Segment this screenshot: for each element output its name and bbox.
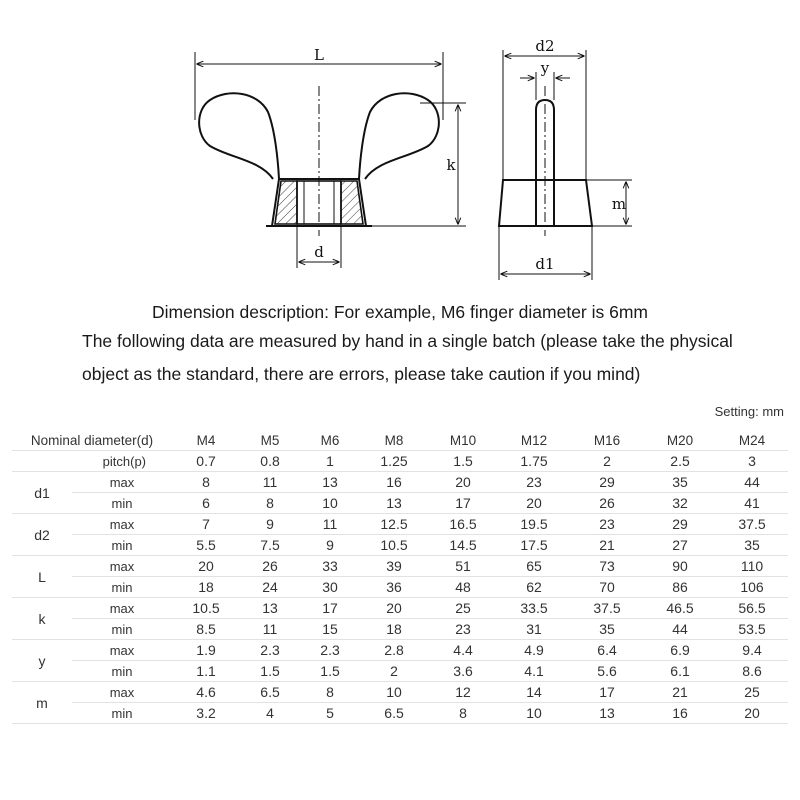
group-label-k: k: [12, 598, 72, 640]
value-cell: 11: [240, 619, 300, 640]
label-d1: d1: [535, 255, 555, 273]
value-cell: 20: [716, 703, 788, 724]
value-cell: 26: [240, 556, 300, 577]
right-wing: [359, 93, 439, 179]
table-row: [12, 661, 788, 682]
label-d: d: [314, 243, 324, 261]
size-cell: M10: [428, 430, 498, 451]
value-cell: 16.5: [428, 514, 498, 535]
value-cell: 25: [428, 598, 498, 619]
table-row: [12, 640, 788, 661]
description-line-1: Dimension description: For example, M6 finger diameter is 6mm: [151, 302, 648, 322]
value-cell: 18: [360, 619, 428, 640]
value-cell: 44: [716, 472, 788, 493]
value-cell: 20: [498, 493, 570, 514]
value-cell: 21: [644, 682, 716, 703]
value-cell: 6.5: [360, 703, 428, 724]
value-cell: 4.4: [428, 640, 498, 661]
value-cell: 39: [360, 556, 428, 577]
value-cell: 2.8: [360, 640, 428, 661]
value-cell: 12.5: [360, 514, 428, 535]
value-cell: 35: [644, 472, 716, 493]
size-cell: M6: [300, 430, 360, 451]
value-cell: 12: [428, 682, 498, 703]
value-cell: 11: [240, 472, 300, 493]
table-row: [12, 619, 788, 640]
value-cell: 4.9: [498, 640, 570, 661]
value-cell: 14.5: [428, 535, 498, 556]
size-cell: M12: [498, 430, 570, 451]
description-line-2: The following data are measured by hand in a single batch (please take the physical: [82, 331, 733, 351]
value-cell: 13: [360, 493, 428, 514]
value-cell: 5.5: [172, 535, 240, 556]
value-cell: 8: [428, 703, 498, 724]
min-label: min: [72, 619, 172, 640]
value-cell: 23: [428, 619, 498, 640]
value-cell: 17: [428, 493, 498, 514]
value-cell: 56.5: [716, 598, 788, 619]
value-cell: 13: [570, 703, 644, 724]
value-cell: 5: [300, 703, 360, 724]
value-cell: 10: [300, 493, 360, 514]
value-cell: 20: [360, 598, 428, 619]
table-row: [12, 514, 788, 535]
value-cell: 14: [498, 682, 570, 703]
value-cell: 4: [240, 703, 300, 724]
label-y: y: [540, 59, 550, 77]
value-cell: 9: [300, 535, 360, 556]
value-cell: 9.4: [716, 640, 788, 661]
value-cell: 70: [570, 577, 644, 598]
value-cell: 90: [644, 556, 716, 577]
value-cell: 6: [172, 493, 240, 514]
value-cell: 29: [570, 472, 644, 493]
size-cell: M20: [644, 430, 716, 451]
description-line-3: object as the standard, there are errors, please take caution if you mind): [82, 364, 641, 384]
value-cell: 32: [644, 493, 716, 514]
table-header-row: [12, 430, 788, 451]
label-m: m: [611, 195, 627, 213]
value-cell: 29: [644, 514, 716, 535]
value-cell: 37.5: [570, 598, 644, 619]
value-cell: 13: [300, 472, 360, 493]
value-cell: 7: [172, 514, 240, 535]
pitch-row: [12, 451, 788, 472]
max-label: max: [72, 472, 172, 493]
pitch-cell: 2.5: [644, 451, 716, 472]
value-cell: 36: [360, 577, 428, 598]
value-cell: 106: [716, 577, 788, 598]
value-cell: 44: [644, 619, 716, 640]
pitch-cell: 1: [300, 451, 360, 472]
value-cell: 10: [360, 682, 428, 703]
value-cell: 51: [428, 556, 498, 577]
value-cell: 62: [498, 577, 570, 598]
value-cell: 46.5: [644, 598, 716, 619]
max-label: max: [72, 682, 172, 703]
min-label: min: [72, 577, 172, 598]
value-cell: 16: [644, 703, 716, 724]
value-cell: 65: [498, 556, 570, 577]
value-cell: 17: [300, 598, 360, 619]
value-cell: 1.9: [172, 640, 240, 661]
value-cell: 33: [300, 556, 360, 577]
min-label: min: [72, 535, 172, 556]
value-cell: 17: [570, 682, 644, 703]
value-cell: 11: [300, 514, 360, 535]
value-cell: 17.5: [498, 535, 570, 556]
value-cell: 23: [498, 472, 570, 493]
value-cell: 16: [360, 472, 428, 493]
label-L: L: [314, 46, 324, 64]
max-label: max: [72, 598, 172, 619]
value-cell: 1.5: [240, 661, 300, 682]
value-cell: 23: [570, 514, 644, 535]
table-row: [12, 472, 788, 493]
value-cell: 6.1: [644, 661, 716, 682]
value-cell: 21: [570, 535, 644, 556]
value-cell: 6.9: [644, 640, 716, 661]
value-cell: 4.6: [172, 682, 240, 703]
value-cell: 18: [172, 577, 240, 598]
max-label: max: [72, 514, 172, 535]
dimension-table: [12, 430, 788, 724]
table-row: [12, 682, 788, 703]
size-cell: M8: [360, 430, 428, 451]
min-label: min: [72, 661, 172, 682]
table-row: [12, 598, 788, 619]
value-cell: 7.5: [240, 535, 300, 556]
max-label: max: [72, 556, 172, 577]
pitch-cell: 1.5: [428, 451, 498, 472]
value-cell: 27: [644, 535, 716, 556]
pitch-label: pitch(p): [12, 451, 172, 472]
value-cell: 31: [498, 619, 570, 640]
value-cell: 35: [570, 619, 644, 640]
group-label-d1: d1: [12, 472, 72, 514]
value-cell: 2: [360, 661, 428, 682]
pitch-cell: 0.7: [172, 451, 240, 472]
value-cell: 20: [172, 556, 240, 577]
pitch-cell: 1.75: [498, 451, 570, 472]
size-cell: M24: [716, 430, 788, 451]
size-cell: M16: [570, 430, 644, 451]
value-cell: 35: [716, 535, 788, 556]
value-cell: 2.3: [240, 640, 300, 661]
min-label: min: [72, 493, 172, 514]
value-cell: 10.5: [360, 535, 428, 556]
table-row: [12, 556, 788, 577]
value-cell: 8.5: [172, 619, 240, 640]
label-k: k: [446, 156, 456, 174]
value-cell: 26: [570, 493, 644, 514]
value-cell: 1.1: [172, 661, 240, 682]
value-cell: 4.1: [498, 661, 570, 682]
value-cell: 1.5: [300, 661, 360, 682]
value-cell: 10.5: [172, 598, 240, 619]
value-cell: 10: [498, 703, 570, 724]
value-cell: 2.3: [300, 640, 360, 661]
value-cell: 6.4: [570, 640, 644, 661]
table-row: [12, 493, 788, 514]
value-cell: 110: [716, 556, 788, 577]
value-cell: 33.5: [498, 598, 570, 619]
table-row: [12, 703, 788, 724]
wing-nut-drawing: [0, 0, 800, 290]
group-label-d2: d2: [12, 514, 72, 556]
pitch-cell: 2: [570, 451, 644, 472]
value-cell: 37.5: [716, 514, 788, 535]
nominal-diameter-label: Nominal diameter(d): [12, 430, 172, 451]
max-label: max: [72, 640, 172, 661]
value-cell: 24: [240, 577, 300, 598]
value-cell: 8.6: [716, 661, 788, 682]
size-cell: M4: [172, 430, 240, 451]
value-cell: 8: [240, 493, 300, 514]
group-label-y: y: [12, 640, 72, 682]
value-cell: 30: [300, 577, 360, 598]
value-cell: 73: [570, 556, 644, 577]
value-cell: 3.2: [172, 703, 240, 724]
value-cell: 19.5: [498, 514, 570, 535]
value-cell: 25: [716, 682, 788, 703]
table-row: [12, 535, 788, 556]
min-label: min: [72, 703, 172, 724]
size-cell: M5: [240, 430, 300, 451]
value-cell: 6.5: [240, 682, 300, 703]
value-cell: 86: [644, 577, 716, 598]
value-cell: 3.6: [428, 661, 498, 682]
pitch-cell: 3: [716, 451, 788, 472]
value-cell: 15: [300, 619, 360, 640]
group-label-m: m: [12, 682, 72, 724]
label-d2: d2: [535, 37, 555, 55]
table-row: [12, 577, 788, 598]
group-label-l: L: [12, 556, 72, 598]
value-cell: 13: [240, 598, 300, 619]
value-cell: 41: [716, 493, 788, 514]
pitch-cell: 0.8: [240, 451, 300, 472]
left-wing: [199, 93, 279, 179]
pitch-cell: 1.25: [360, 451, 428, 472]
value-cell: 48: [428, 577, 498, 598]
value-cell: 8: [172, 472, 240, 493]
value-cell: 9: [240, 514, 300, 535]
value-cell: 5.6: [570, 661, 644, 682]
value-cell: 53.5: [716, 619, 788, 640]
value-cell: 20: [428, 472, 498, 493]
value-cell: 8: [300, 682, 360, 703]
unit-setting: Setting: mm: [714, 404, 784, 419]
